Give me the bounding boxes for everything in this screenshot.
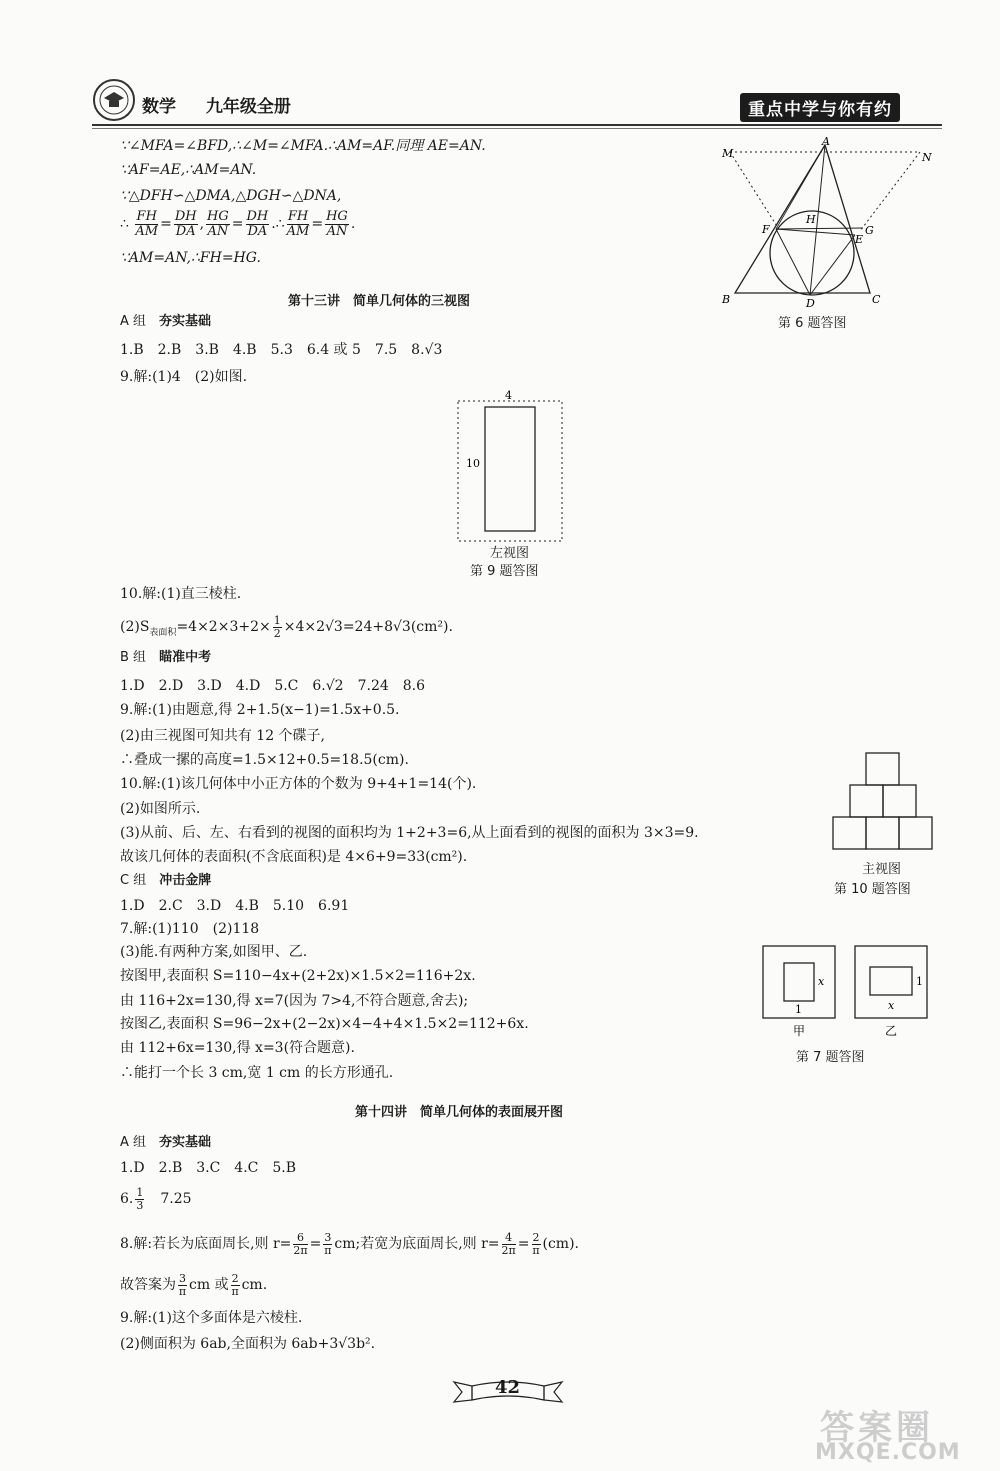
lecture-13-b10-1: 10.解:(1)该几何体中小正方体的个数为 9+4+1=14(个). (120, 776, 477, 792)
label-c: C (872, 293, 881, 306)
header-rule (92, 124, 942, 126)
frac-dh-da-2: $\frac{DH}{DA}$ (246, 208, 269, 239)
frac-half: $\frac{1}{2}$ (273, 613, 281, 640)
header-rule-thin (92, 128, 942, 129)
lecture-13-c-answers: 1.D 2.C 3.D 4.B 5.10 6.91 (120, 898, 350, 914)
lecture-13-c7-7: ∴能打一个长 3 cm,宽 1 cm 的长方形通孔. (120, 1065, 394, 1081)
fig7-x1: x (818, 975, 825, 988)
proof-line-4: ∵AM=AN,∴FH=HG. (120, 250, 261, 266)
frac-hg-an-2: $\frac{HG}{AN}$ (326, 208, 348, 239)
figure-6-caption: 第 6 题答图 (778, 316, 847, 331)
label-b: B (722, 293, 731, 306)
figure-10-caption: 第 10 题答图 (834, 882, 911, 897)
label-d: D (806, 297, 815, 310)
label-a: A (822, 135, 830, 148)
lecture-14-group-a: A 组 夯实基础 (120, 1135, 212, 1150)
lecture-13-b9-3: ∴叠成一摞的高度=1.5×12+0.5=18.5(cm). (120, 752, 409, 768)
label-m: M (722, 147, 734, 160)
figure-10-view: 主视图 (862, 862, 902, 877)
lecture-13-group-b: B 组 瞄准中考 (120, 650, 212, 665)
watermark-url: MXQE.COM (815, 1440, 961, 1465)
lecture-13-b9-1: 9.解:(1)由题意,得 2+1.5(x−1)=1.5x+0.5. (120, 702, 400, 718)
label-g: G (865, 224, 874, 237)
page-number: 42 (495, 1377, 521, 1398)
frac-dh-da: $\frac{DH}{DA}$ (174, 208, 197, 239)
fig7-one2: 1 (916, 975, 923, 988)
lecture-13-b-answers: 1.D 2.D 3.D 4.D 5.C 6.√2 7.24 8.6 (120, 678, 426, 694)
header-subject: 数学 (142, 97, 176, 117)
fig7-jia: 甲 (793, 1024, 806, 1038)
lecture-13-group-c: C 组 冲击金牌 (120, 873, 212, 888)
frac-fh-am: $\frac{FH}{AM}$ (135, 208, 159, 239)
lecture-13-q10-1: 10.解:(1)直三棱柱. (120, 586, 242, 602)
figure-6-diagram (700, 135, 950, 335)
proof-line-3: ∵△DFH∽△DMA,△DGH∽△DNA, (120, 188, 342, 204)
fig7-x2: x (888, 999, 895, 1012)
lecture-14-q9-2: (2)侧面积为 6ab,全面积为 6ab+3√3b². (120, 1336, 376, 1352)
lecture-13-b10-2: (2)如图所示. (120, 801, 201, 817)
figure-7-caption: 第 7 题答图 (796, 1050, 865, 1065)
proof-line-frac: ∴ $\frac{FH}{AM}$ = $\frac{DH}{DA}$ , $\frac{HG}{AN}$ = $\frac{DH}{DA}$ .∴ $\frac{FH}{AM}$ = $\frac{HG}{AN}$ . (120, 208, 356, 239)
frac-one-third: $\frac{1}{3}$ (136, 1185, 144, 1212)
line-mb (730, 152, 780, 231)
proof-line-2: ∵AF=AE,∴AM=AN. (120, 162, 257, 178)
lecture-13-a-answers: 1.B 2.B 3.B 4.B 5.3 6.4 或 5 7.5 8.√3 (120, 342, 443, 358)
figure-7-diagram (760, 943, 945, 1043)
lecture-13-c7-4: 由 116+2x=130,得 x=7(因为 7>4,不符合题意,舍去); (120, 993, 469, 1009)
lecture-13-c7-6: 由 112+6x=130,得 x=3(符合题意). (120, 1040, 355, 1056)
fig7-yi: 乙 (885, 1024, 898, 1038)
watermark-logo: 答案圈 (820, 1408, 934, 1448)
header-grade: 九年级全册 (205, 97, 291, 117)
figure-10-diagram (830, 750, 935, 855)
lecture-14-a-answers: 1.D 2.B 3.C 4.C 5.B (120, 1160, 297, 1176)
header-series: 重点中学与你有约 (740, 93, 900, 122)
lecture-13-c7-2: (3)能.有两种方案,如图甲、乙. (120, 944, 308, 960)
lecture-14-q8-answer: 故答案为 $\frac{3}{\pi}$ cm 或 $\frac{2}{\pi}$ cm. (120, 1271, 268, 1298)
lecture-13-q9: 9.解:(1)4 (2)如图. (120, 369, 248, 385)
fig9-side-label: 10 (466, 457, 480, 470)
proof-line-1: ∵∠MFA=∠BFD,∴∠M=∠MFA.∴AM=AF.同理 AE=AN. (120, 138, 486, 154)
label-e: E (855, 233, 864, 246)
label-n: N (922, 151, 932, 164)
frac-fh-am-2: $\frac{FH}{AM}$ (286, 208, 310, 239)
lecture-14-q9-1: 9.解:(1)这个多面体是六棱柱. (120, 1310, 303, 1326)
lecture-14-q6-q7: 6. $\frac{1}{3}$ 7.25 (120, 1185, 192, 1212)
figure-9-view: 左视图 (490, 546, 530, 561)
lecture-13-c7-5: 按图乙,表面积 S=96−2x+(2−2x)×4−4+4×1.5×2=112+6x. (120, 1016, 529, 1032)
lecture-14-q8: 8.解:若长为底面周长,则 r= $\frac{6}{2\pi}$ = $\frac{3}{\pi}$ cm;若宽为底面周长,则 r= $\frac{4}{2\pi}$ = $\frac{2}{\pi}$ (cm). (120, 1230, 579, 1257)
school-emblem-icon (92, 78, 136, 122)
fig9-top-label: 4 (505, 389, 512, 402)
label-h: H (806, 213, 816, 226)
figure-9-caption: 第 9 题答图 (470, 564, 539, 579)
fig7-one1: 1 (795, 1003, 802, 1016)
lecture-13-title: 第十三讲 简单几何体的三视图 (288, 294, 471, 309)
label-f: F (762, 223, 770, 236)
line-nc (860, 152, 920, 231)
lecture-13-c7-1: 7.解:(1)110 (2)118 (120, 921, 260, 937)
lecture-13-b10-4: 故该几何体的表面积(不含底面积)是 4×6+9=33(cm²). (120, 849, 468, 865)
lecture-13-q10-2: $(2)S_{表面积}=4\times 2\times 3+2\times$ $\frac{1}{2}$ ×4×2√3=24+8√3(cm²). (120, 613, 453, 640)
lecture-13-group-a: A 组 夯实基础 (120, 314, 212, 329)
lecture-13-b9-2: (2)由三视图可知共有 12 个碟子, (120, 728, 325, 744)
lecture-13-b10-3: (3)从前、后、左、右看到的视图的面积均为 1+2+3=6,从上面看到的视图的面积为 3×3=9. (120, 825, 699, 841)
header (0, 0, 1000, 130)
lecture-14-title: 第十四讲 简单几何体的表面展开图 (355, 1105, 564, 1120)
frac-hg-an: $\frac{HG}{AN}$ (207, 208, 229, 239)
lecture-13-c7-3: 按图甲,表面积 S=110−4x+(2+2x)×1.5×2=116+2x. (120, 968, 476, 984)
figure-9-diagram (450, 385, 570, 545)
